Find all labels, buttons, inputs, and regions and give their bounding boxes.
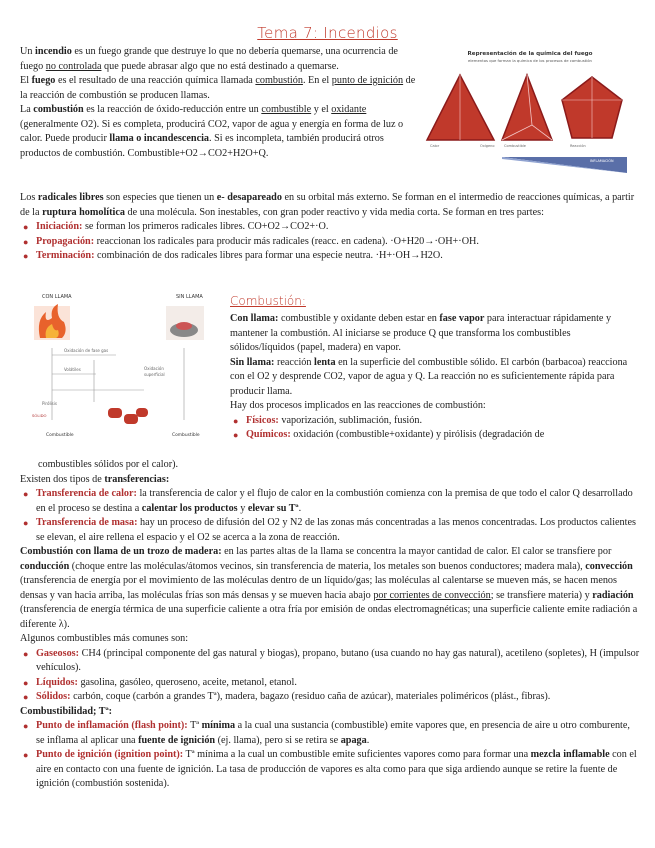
- figure-subtitle: elementos que forman la química de los procesos de combustión: [468, 58, 592, 63]
- list-item: ● Terminación: combinación de dos radicales libres para formar una especie neutra. ·H+·OH→H2O.: [20, 249, 640, 264]
- lower-block: [20, 458, 640, 792]
- bullet-icon: ●: [23, 489, 29, 499]
- combustibles-intro: Algunos combustibles más comunes son:: [20, 633, 189, 644]
- list-item: ● Físicos: vaporización, sublimación, fusión.: [230, 414, 636, 429]
- bullet-icon: ●: [23, 692, 29, 702]
- list-item: ● Transferencia de masa: hay un proceso de difusión del O2 y N2 de las zonas más concentradas a las menos concentradas. Los productos calientes se elevan, el aire rellena el espacio y el O2 se acerca a la zona de reacción.: [23, 517, 636, 543]
- list-item: ● Químicos: oxidación (combustible+oxidante) y pirólisis (degradación de: [230, 428, 636, 443]
- svg-text:superficial: superficial: [144, 372, 165, 377]
- intro-paragraph-3: La combustión es la reacción de óxido-reducción entre un combustible y el oxidante (generalmente O2). Si es completa, producirá CO2, vapor de agua y energía en forma de luz o calor. Puede producir llama o incandescencia. Si es incompleta, también producirá otros productos de combustión. Combustible+O2→CO2+H2O+Q.: [20, 104, 404, 159]
- svg-text:Volátiles: Volátiles: [64, 367, 81, 372]
- con-llama-paragraph: Con llama: combustible y oxidante deben estar en fase vapor para interactuar rápidamente y mantener la combustión. Al iniciarse se produce Q que transforma los combustibles sólidos/líquidos (papel, madera) en vapor.: [230, 313, 612, 353]
- radicales-block: [20, 191, 640, 264]
- combustibilidad-title: Combustibilidad; Tª:: [20, 705, 113, 717]
- sin-llama-paragraph: Sin llama: reacción lenta en la superficie del combustible sólido. El carbón (barbacoa) reacciona con el O2 y desprende CO2, vapor de agua y Q. La reacción no es suficientemente rápida para producir llama.: [230, 356, 628, 397]
- section-title-combustion: Combustión:: [230, 294, 306, 308]
- list-item: ● Iniciación: se forman los primeros radicales libres. CO+O2→CO2+·O.: [20, 220, 640, 235]
- svg-text:SÓLIDO: SÓLIDO: [32, 413, 47, 418]
- page-title: Tema 7: Incendios: [257, 24, 398, 42]
- procesos-text: Hay dos procesos implicados en las reacciones de combustión:: [230, 400, 486, 411]
- fire-triangle: [427, 75, 494, 140]
- fire-chemistry-figure: [422, 45, 634, 185]
- list-item: ● Punto de inflamación (flash point): Tª mínima a la cual una sustancia (combustible) emite vapores que, en presencia de aire u otro comburente, se inflama al aplicar una fuente de ignición (ej. llama), pero si se retira se apaga.: [23, 720, 630, 746]
- svg-text:Oxidación de fase gas: Oxidación de fase gas: [64, 348, 109, 353]
- bullet-icon: ●: [23, 251, 29, 261]
- combustible-right-label: Combustible: [172, 433, 200, 438]
- sin-llama-label: SIN LLAMA: [176, 294, 203, 300]
- combustible-left-label: Combustible: [46, 433, 74, 438]
- bullet-icon: ●: [23, 222, 29, 232]
- intro-block: [20, 45, 418, 161]
- charcoal-piece: [108, 408, 122, 418]
- transferencias-intro: Existen dos tipos de transferencias:: [20, 473, 170, 485]
- bullet-icon: ●: [233, 430, 239, 440]
- bullet-icon: ●: [23, 648, 29, 659]
- con-llama-label: CON LLAMA: [42, 294, 72, 300]
- fire-tetrahedron: [502, 75, 552, 140]
- intro-paragraph-1: Un incendio es un fuego grande que destruye lo que no debería quemarse, una ocurrencia de fuego no controlada que puede abrasar algo que no está destinado a quemarse.: [20, 46, 398, 72]
- bullet-icon: ●: [23, 750, 29, 760]
- intro-paragraph-2: El fuego es el resultado de una reacción química llamada combustión. En el punto de ignición de la reacción de combustión se producen llamas.: [20, 75, 416, 101]
- svg-text:Pirólisis: Pirólisis: [42, 401, 57, 406]
- list-item: ● Gaseosos: CH4 (principal componente del gas natural y biogas), propano, butano (usa cuando no hay gas natural), acetileno (sopletes), H (impulsor vehículos).: [23, 647, 640, 673]
- list-item: ● Transferencia de calor: la transferencia de calor y el flujo de calor en la combustión comienza con la premisa de que todo el calor Q desarrollado en el proceso se destina a calentar los productos y elevar su Tª.: [23, 488, 633, 514]
- quimicos-continuation: combustibles sólidos por el calor).: [38, 459, 179, 470]
- svg-text:Calor: Calor: [430, 144, 440, 148]
- list-item: ● Líquidos: gasolina, gasóleo, queroseno, aceite, metanol, etanol.: [20, 676, 640, 691]
- svg-text:Oxidación: Oxidación: [144, 366, 164, 371]
- bullet-icon: ●: [23, 518, 29, 528]
- svg-text:Oxígeno: Oxígeno: [480, 144, 495, 148]
- inflamacion-label: INFLAMACIÓN: [590, 159, 614, 163]
- madera-paragraph: Combustión con llama de un trozo de madera: en las partes altas de la llama se concentra la mayor cantidad de calor. El calor se transfiere por conducción (choque entre las moléculas/átomos vecinos, sin transferencia de materia, los metales son buenos conductores; madera mala), convección (transferencia de energía por el movimiento de las moléculas dentro de un líquido/gas; las moléculas al calentarse se mueven más, se hacen menos densas y van hacia arriba, las moléculas frías son más densas y se mueven hacia abajo por corrientes de convección; se transfiere materia) y radiación (transferencia de energía térmica de una superficie caliente a otra fría por emisión de ondas electromagnéticas; una superficie caliente emite radiación a diferente λ).: [20, 546, 638, 630]
- list-item: ● Propagación: reaccionan los radicales para producir más radicales (reacc. en cadena). ·O+H20→·OH+·OH.: [20, 235, 640, 250]
- radicales-paragraph: Los radicales libres son especies que tienen un e- desapareado en su orbital más externo. Se forman en el intermedio de reacciones químicas, a partir de la ruptura homolítica de una molécula. Son inestables, con gran poder reactivo y vida media corta. Se forman en tres partes:: [20, 192, 635, 218]
- bullet-icon: ●: [23, 236, 29, 247]
- bullet-icon: ●: [23, 677, 29, 688]
- svg-text:Reacción: Reacción: [570, 144, 586, 148]
- svg-text:Combustible: Combustible: [504, 144, 526, 148]
- wood-combustion-figure: [24, 290, 220, 442]
- figure-title: Representación de la química del fuego: [467, 51, 593, 57]
- bullet-icon: ●: [23, 721, 29, 731]
- list-item: ● Punto de ignición (ignition point): Tª mínima a la cual un combustible emite suficientes vapores como para formar una mezcla inflamable con el aire en contacto con una fuente de ignición. La tasa de producción de vapores es alta como para que siga ardiendo aunque se retire la fuente de ignición (combustión sostenida).: [23, 749, 637, 789]
- list-item: ● Sólidos: carbón, coque (carbón a grandes Tª), madera, bagazo (residuo caña de azúcar), materiales poliméricos (plást., fibras).: [20, 690, 640, 705]
- bullet-icon: ●: [233, 415, 239, 426]
- combustion-block: [230, 312, 636, 443]
